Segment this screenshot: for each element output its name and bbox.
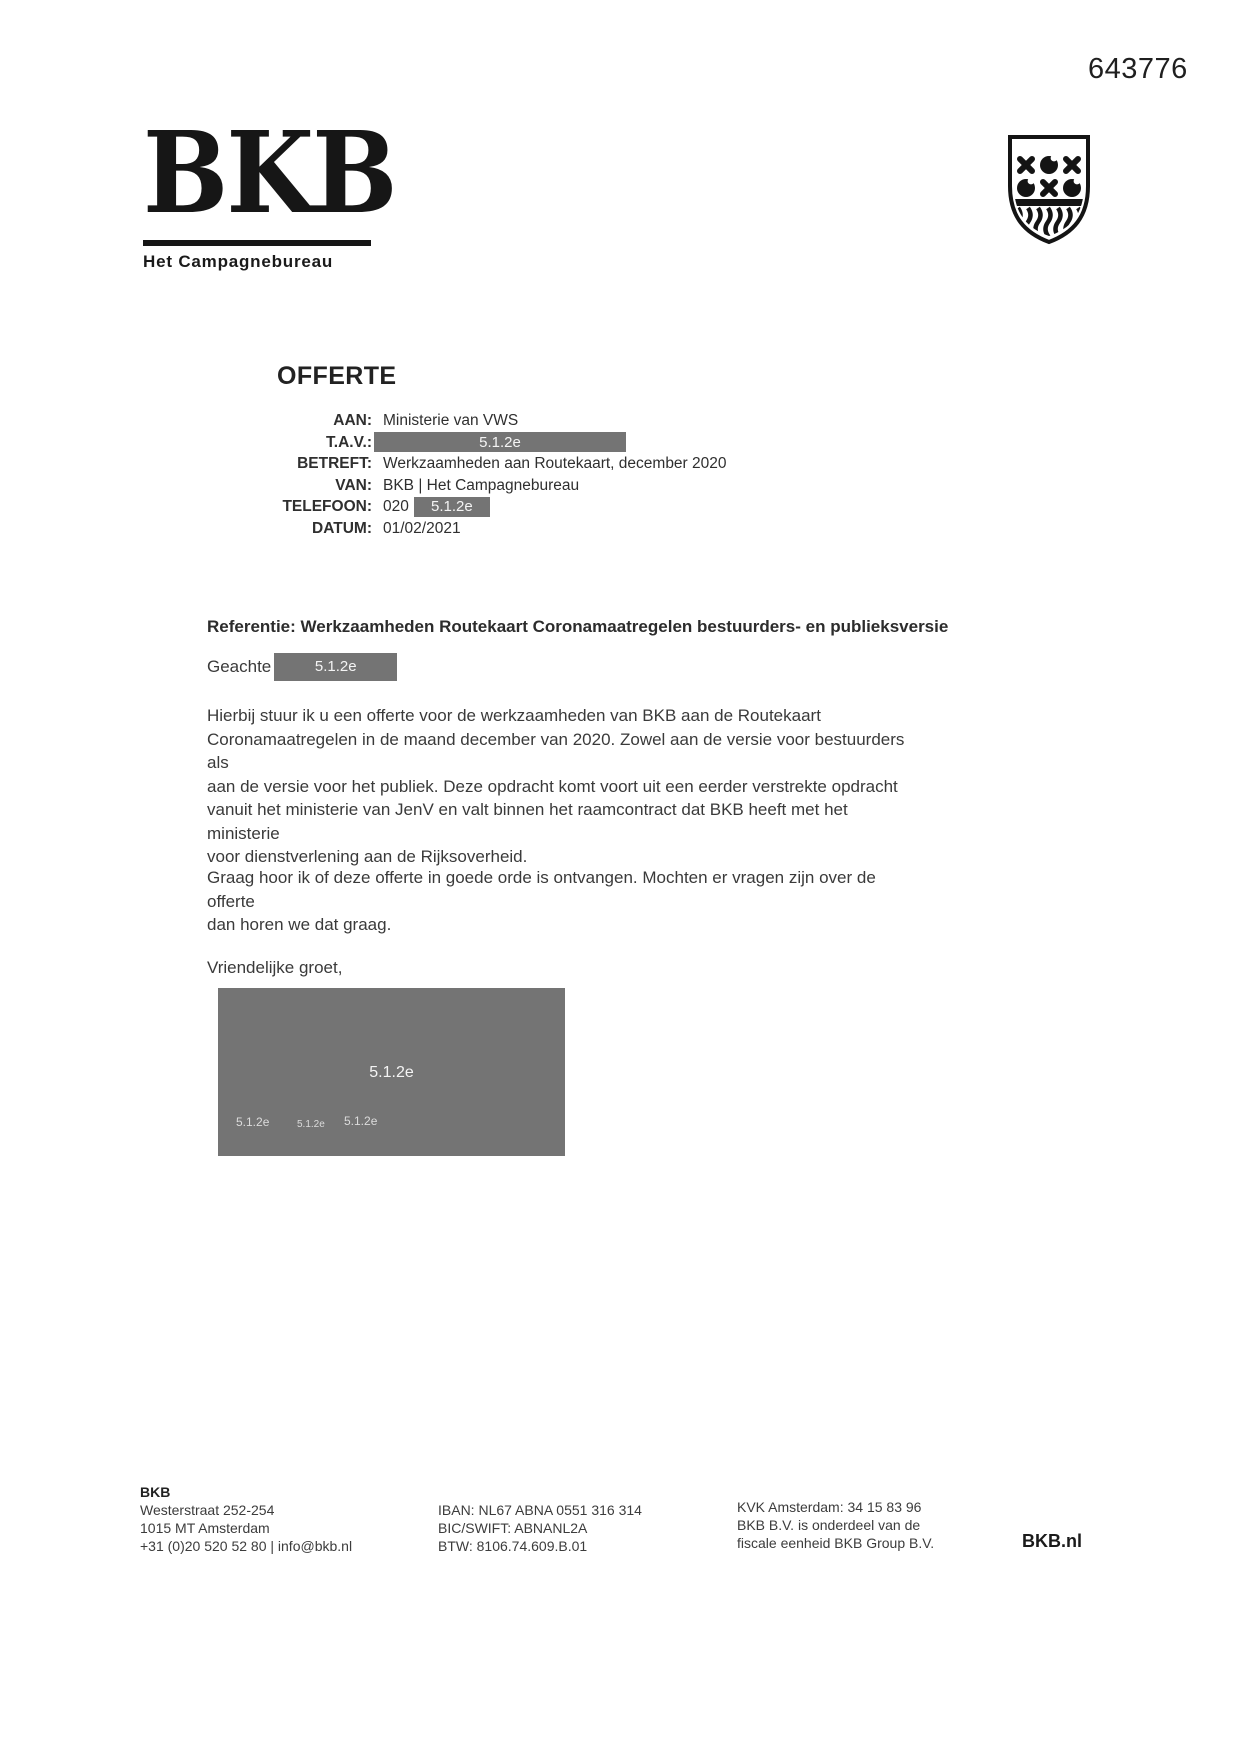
redaction-box-tav bbox=[374, 432, 626, 452]
referentie-line: Referentie: Werkzaamheden Routekaart Coronamaatregelen bestuurders- en publieksversie bbox=[207, 617, 949, 636]
footer-bic: BIC/SWIFT: ABNANL2A bbox=[438, 1520, 588, 1536]
meta-value-aan: Ministerie van VWS bbox=[383, 412, 519, 429]
salutation-text: Geachte bbox=[207, 657, 272, 677]
footer-kvk: KVK Amsterdam: 34 15 83 96 bbox=[737, 1499, 922, 1515]
redaction-box-signature bbox=[218, 988, 565, 1156]
meta-label-telefoon: TELEFOON: bbox=[282, 498, 372, 516]
meta-value-datum: 01/02/2021 bbox=[383, 519, 461, 537]
meta-table bbox=[240, 410, 727, 540]
paragraph-line: Hierbij stuur ik u een offerte voor de werkzaamheden van BKB aan de Routekaart bbox=[207, 706, 821, 725]
bkb-logo-subtitle: Het Campagnebureau bbox=[143, 252, 334, 271]
telefoon-prefix: 020 bbox=[383, 498, 409, 516]
document-number: 643776 bbox=[1088, 53, 1188, 85]
footer-registration-line2: BKB B.V. is onderdeel van de bbox=[737, 1517, 921, 1533]
footer-company-block bbox=[140, 1483, 352, 1555]
meta-label-aan: AAN: bbox=[333, 412, 372, 429]
footer-address-line1: Westerstraat 252-254 bbox=[140, 1502, 275, 1518]
paragraph-offerte-intro bbox=[207, 704, 907, 869]
meta-value-telefoon bbox=[383, 496, 727, 518]
bkb-logo bbox=[143, 108, 424, 272]
footer-company-name: BKB bbox=[140, 1484, 171, 1500]
footer-contact-line: +31 (0)20 520 52 80 | info@bkb.nl bbox=[140, 1538, 353, 1554]
paragraph-line: aan de versie voor het publiek. Deze opdracht komt voort uit een eerder verstrekte opdracht bbox=[207, 776, 898, 796]
footer-registration-block bbox=[737, 1498, 934, 1552]
footer-iban: IBAN: NL67 ABNA 0551 316 314 bbox=[438, 1502, 642, 1518]
redaction-label-small: 5.1.2e bbox=[236, 1115, 270, 1129]
footer-btw: BTW: 8106.74.609.B.01 bbox=[438, 1538, 588, 1554]
meta-label-datum: DATUM: bbox=[312, 519, 372, 537]
redaction-label: 5.1.2e bbox=[369, 1064, 414, 1081]
paragraph-line: voor dienstverlening aan de Rijksoverheid. bbox=[207, 847, 528, 866]
logo-divider bbox=[143, 240, 371, 246]
meta-value-van: BKB | Het Campagnebureau bbox=[383, 476, 580, 494]
offerte-heading: OFFERTE bbox=[277, 362, 397, 390]
paragraph-line: Coronamaatregelen in de maand december van 2020. Zowel aan de versie voor bestuurders als bbox=[207, 729, 905, 772]
bkb-logo-text: BKB bbox=[143, 108, 396, 239]
meta-label-van: VAN: bbox=[335, 476, 372, 494]
salutation-line bbox=[207, 653, 907, 681]
meta-value-betreft: Werkzaamheden aan Routekaart, december 2020 bbox=[383, 455, 727, 473]
meta-value-tav bbox=[383, 432, 727, 454]
redaction-label-small: 5.1.2e bbox=[344, 1114, 378, 1128]
meta-label-betreft: BETREFT: bbox=[297, 455, 372, 473]
redaction-label: 5.1.2e bbox=[314, 658, 357, 676]
redaction-label: 5.1.2e bbox=[431, 498, 473, 516]
redaction-box-telefoon bbox=[414, 497, 490, 517]
closing-line: Vriendelijke groet, bbox=[207, 958, 343, 977]
footer-bank-block bbox=[438, 1501, 642, 1555]
paragraph-line: dan horen we dat graag. bbox=[207, 915, 392, 934]
redaction-box-salutation bbox=[274, 653, 397, 681]
footer-registration-line3: fiscale eenheid BKB Group B.V. bbox=[737, 1535, 935, 1551]
bkb-crest-shield-icon bbox=[1006, 134, 1092, 246]
meta-label-tav: T.A.V.: bbox=[326, 433, 372, 451]
redaction-label: 5.1.2e bbox=[479, 433, 521, 451]
footer-website: BKB.nl bbox=[1022, 1531, 1082, 1551]
paragraph-ontvangst bbox=[207, 866, 907, 937]
paragraph-line: vanuit het ministerie van JenV en valt binnen het raamcontract dat BKB heeft met het ministerie bbox=[207, 800, 848, 843]
paragraph-line: Graag hoor ik of deze offerte in goede orde is ontvangen. Mochten er vragen zijn over de offerte bbox=[207, 868, 876, 911]
redaction-label-small: 5.1.2e bbox=[297, 1119, 325, 1130]
footer-address-line2: 1015 MT Amsterdam bbox=[140, 1520, 270, 1536]
